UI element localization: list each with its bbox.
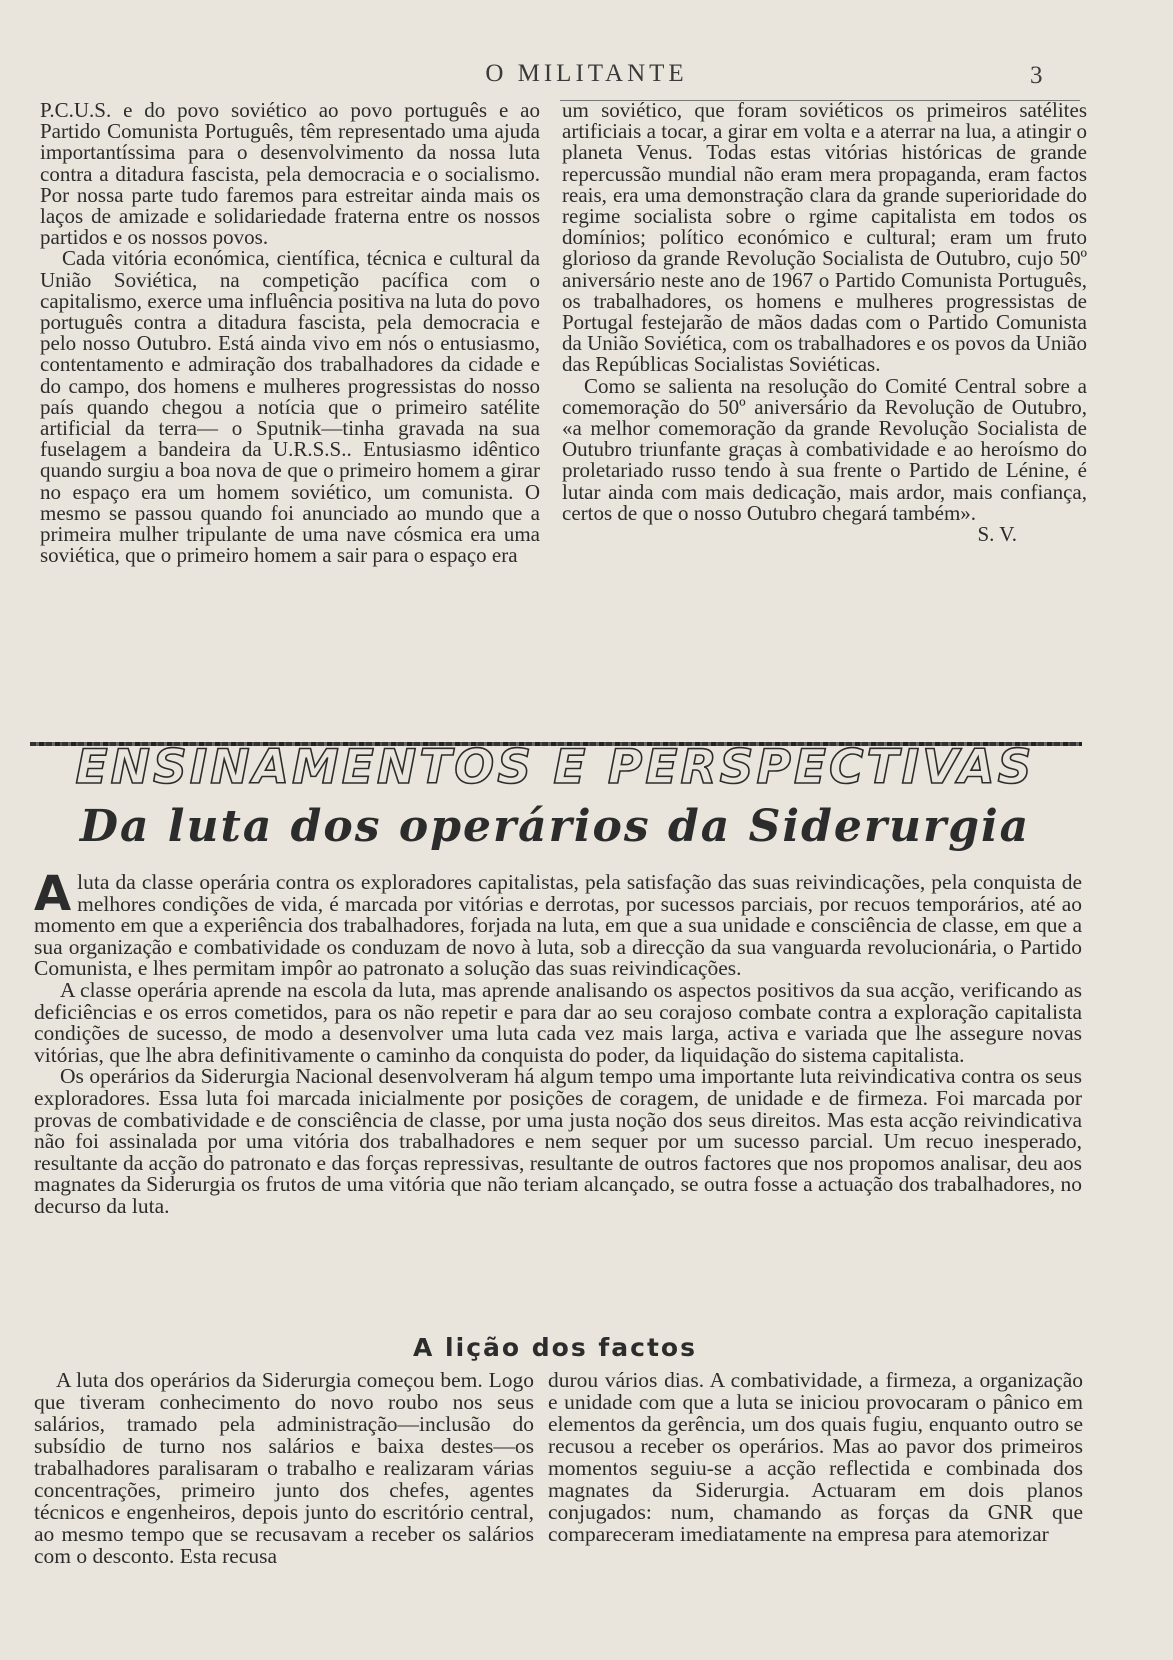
drop-cap: A: [34, 866, 72, 922]
publication-title: O MILITANTE: [485, 60, 688, 87]
page-header: [0, 60, 1173, 96]
paragraph: Os operários da Siderurgia Nacional desenvolveram há algum tempo uma importante luta reivindicativa contra os seus exploradores. Essa luta foi marcada inicialmente por posições de coragem, de unidade e de firmeza. Foi marcada por provas de combatividade e de consciência de classe, por uma justa noção dos seus direitos. Mas esta acção reivindicativa não foi assinalada por uma vitória dos trabalhadores e nem sequer por um sucesso parcial. Um recuo inesperado, resultante da acção do patronato e das forças repressivas, resultante de outros factores que nos propomos analisar, deu aos magnates da Siderurgia os frutos de uma vitória que não teriam alcançado, se outra fosse a actuação dos trabalhadores, no decurso da luta.: [34, 1064, 1082, 1218]
top-article-left-column: [40, 100, 540, 566]
paragraph: durou vários dias. A combatividade, a firmeza, a organização e unidade com que a luta se iniciou provocaram o pânico em elementos da gerência, um dos quais fugiu, enquanto outro se recusou a receber os operários. Mas ao pavor dos primeiros momentos seguiu-se a acção reflectida e combinada dos magnates da Siderurgia. Actuaram em dois planos conjugados: num, chamando as forças da GNR que compareceram imediatamente na empresa para atemorizar: [548, 1368, 1083, 1546]
page-number: 3: [1030, 62, 1043, 89]
paragraph: Como se salienta na resolução do Comité Central sobre a comemoração do 50º aniversário da Revolução de Outubro, «a melhor comemoração da grande Revolução Socialista de Outubro triunfante graças à combatividade e ao heroísmo do proletariado russo tendo à sua frente o Partido de Lénine, é lutar ainda com mais dedicação, mais ardor, mais confiança, certos de que o nosso Outubro chegará também».: [562, 373, 1087, 525]
section-title: A lição dos factos: [413, 1333, 697, 1362]
section-right-column: [548, 1369, 1083, 1545]
paragraph: um soviético, que foram soviéticos os primeiros satélites artificiais a tocar, a girar em volta e a aterrar na lua, a atingir o planeta Venus. Todas estas vitórias históricas de grande repercussão mundial não eram mera propaganda, eram factos reais, era uma demonstração clara da grande superioridade do regime socialista sobre o rgime capitalista em todos os domínios; político económico e cultural; eram um fruto glorioso da grande Revolução Socialista de Outubro, cujo 50º aniversário neste ano de 1967 o Partido Comunista Português, os trabalhadores, os homens e mulheres progressistas de Portugal festejarão de mãos dadas com o Partido Comunista da União Soviética, com os trabalhadores e os povos da União das Repúblicas Socialistas Soviéticas.: [562, 98, 1087, 377]
paragraph: Cada vitória económica, científica, técnica e cultural da União Soviética, na competição pacífica com o capitalismo, exerce uma influência positiva na luta do povo português contra a ditadura fascista, pela democracia e pelo nosso Outubro. Está ainda vivo em nós o entusiasmo, contentamento e admiração dos trabalhadores da cidade e do campo, dos homens e mulheres progressistas do nosso país quando chegou a notícia que o primeiro satélite artificial da terra— o Sputnik—tinha gravada na sua fuselagem a bandeira da U.R.S.S.. Entusiasmo idêntico quando surgiu a boa nova de que o primeiro homem a girar no espaço era um homem soviético, um comunista. O mesmo se passou quando foi anunciado ao mundo que a primeira mulher tripulante de uma nave cósmica era uma soviética, que o primeiro homem a sair para o espaço era: [40, 246, 540, 568]
author-signature: S. V.: [977, 522, 1017, 547]
article-headline: ENSINAMENTOS E PERSPECTIVAS: [75, 740, 1035, 795]
article-subheadline: Da luta dos operários da Siderurgia: [79, 801, 1031, 852]
paragraph: A classe operária aprende na escola da luta, mas aprende analisando os aspectos positivos da sua acção, verificando as deficiências e os erros cometidos, para os não repetir e para dar ao seu corajoso combate contra a exploração capitalista condições de sucesso, de modo a desenvolver uma luta cada vez mais larga, activa e variada que lhe assegure novas vitórias, que lhe abra definitivamente o caminho da conquista do poder, da liquidação do sistema capitalista.: [34, 977, 1082, 1067]
paragraph: [34, 866, 1082, 981]
paragraph: P.C.U.S. e do povo soviético ao povo português e ao Partido Comunista Português, têm representado uma ajuda importantíssima para o desenvolvimento da nossa luta contra a ditadura fascista, pela democracia e o socialismo. Por nossa parte tudo faremos para estreitar ainda mais os laços de amizade e solidariedade fraterna entre os nossos partidos e os nossos povos.: [40, 98, 540, 250]
paragraph: A luta dos operários da Siderurgia começou bem. Logo que tiveram conhecimento do novo roubo nos seus salários, tramado pela administração—inclusão do subsídio de turno nos salários e baixa destes—os trabalhadores paralisaram o trabalho e realizaram várias concentrações, primeiro junto dos chefes, agentes técnicos e engenheiros, depois junto do escritório central, ao mesmo tempo que se recusavam a receber os salários com o desconto. Esta recusa: [34, 1368, 534, 1568]
main-article-intro: [34, 866, 1082, 1218]
top-article-right-column: [562, 100, 1087, 545]
section-left-column: [34, 1369, 534, 1567]
paragraph-text: luta da classe operária contra os exploradores capitalistas, pela satisfação das suas reivindicações, pela conquista de melhores condições de vida, é marcada por vitórias e derrotas, por sucessos parciais, por recuos temporários, até ao momento em que a experiência dos trabalhadores, forjada na luta, em que a sua unidade e consciência de classe, em que a sua organização e combatividade os conduzam de novo à luta, sob a direcção da sua vanguarda revolucionária, o Partido Comunista, e lhes permitam impôr ao patronato a solução das suas reivindicações.: [34, 870, 1082, 981]
